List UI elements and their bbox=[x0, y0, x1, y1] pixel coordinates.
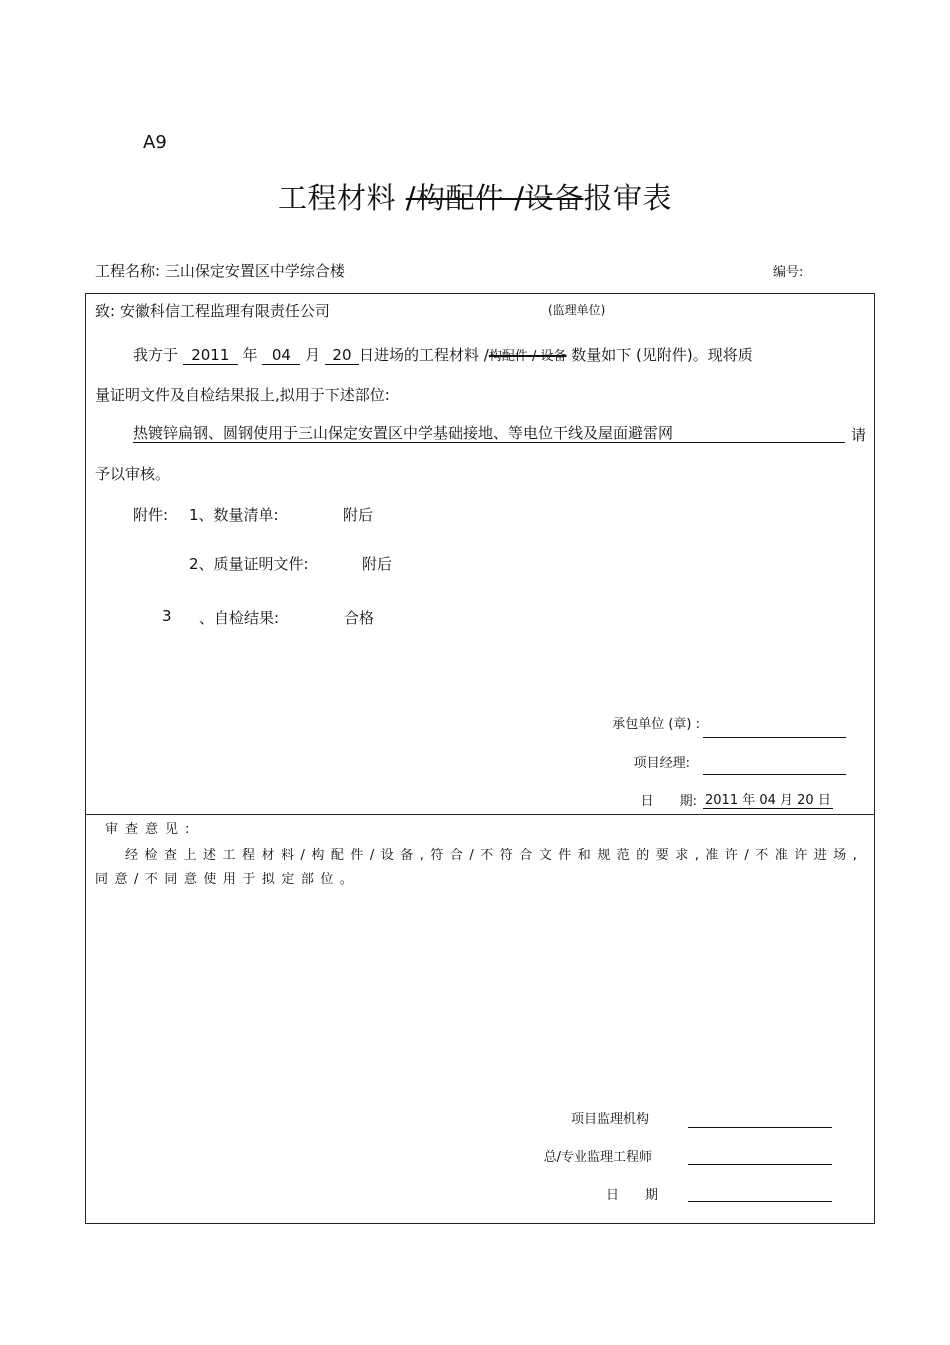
addressee-unit-note: (监理单位) bbox=[548, 303, 606, 317]
entry-sentence-line2: 量证明文件及自检结果报上,拟用于下述部位: bbox=[95, 386, 390, 404]
review-date-line[interactable] bbox=[688, 1200, 832, 1202]
entry-month: 04 bbox=[262, 347, 300, 365]
attachment-3-value: 合格 bbox=[344, 609, 375, 627]
entry-after-day: 日进场的工程材料 bbox=[358, 346, 479, 364]
review-date-label: 日 期 bbox=[605, 1188, 658, 1203]
form-code: A9 bbox=[143, 132, 167, 153]
entry-suffix: 数量如下 (见附件)。现将质 bbox=[571, 346, 753, 364]
project-label: 工程名称: bbox=[95, 262, 161, 280]
attachment-3-label: 、自检结果: bbox=[199, 609, 280, 627]
location-suffix: 请 bbox=[851, 426, 867, 444]
review-text: 经检查上述工程材料/构配件/设备,符合/不符合文件和规范的要求,准许/不准许进场,同意/不同意使用于拟定部位。 bbox=[95, 848, 864, 887]
project-name: 三山保定安置区中学综合楼 bbox=[164, 262, 345, 280]
date-label: 日 期: bbox=[640, 794, 697, 809]
review-heading: 审查意见: bbox=[105, 822, 197, 837]
entry-year-unit: 年 bbox=[242, 346, 258, 364]
manager-signature-line[interactable] bbox=[703, 773, 846, 775]
location-line2: 予以审核。 bbox=[95, 465, 171, 483]
attachment-2-value: 附后 bbox=[362, 555, 393, 573]
contractor-label: 承包单位 (章) : bbox=[612, 717, 700, 732]
entry-year: 2011 bbox=[183, 347, 238, 365]
location-text: 热镀锌扁钢、圆钢使用于三山保定安置区中学基础接地、等电位干线及屋面避雷网 bbox=[133, 425, 845, 443]
entry-sentence bbox=[133, 344, 753, 365]
manager-label: 项目经理: bbox=[633, 756, 690, 771]
title-part-materials: 工程材料 bbox=[278, 181, 406, 215]
addressee-label: 致: bbox=[95, 302, 116, 320]
entry-day: 20 bbox=[325, 347, 359, 365]
chief-engineer-signature-line[interactable] bbox=[688, 1163, 832, 1165]
attachment-2-label: 2、质量证明文件: bbox=[189, 555, 309, 573]
page-title bbox=[0, 176, 950, 217]
supervision-org-signature-line[interactable] bbox=[688, 1126, 832, 1128]
contractor-signature-line[interactable] bbox=[703, 736, 846, 738]
addressee-company: 安徽科信工程监理有限责任公司 bbox=[119, 302, 330, 320]
serial-number-label: 编号: bbox=[773, 265, 804, 280]
location-row bbox=[133, 424, 845, 443]
attachments-label: 附件: bbox=[133, 506, 169, 524]
chief-engineer-label: 总/专业监理工程师 bbox=[543, 1150, 652, 1165]
attachment-1-label: 1、数量清单: bbox=[189, 506, 279, 524]
addressee-row bbox=[95, 300, 330, 321]
entry-slash: / bbox=[483, 346, 489, 364]
attachment-1-value: 附后 bbox=[343, 506, 374, 524]
project-name-row bbox=[95, 260, 345, 281]
entry-struck: 构配件 / 设备 bbox=[488, 349, 567, 364]
supervision-org-label: 项目监理机构 bbox=[570, 1112, 649, 1127]
attachment-3-number: 3 bbox=[162, 607, 172, 625]
title-part-struck: /构配件 /设备 bbox=[405, 181, 584, 215]
date-value[interactable]: 2011 年 04 月 20 日 bbox=[705, 793, 831, 808]
entry-month-unit: 月 bbox=[305, 346, 321, 364]
entry-prefix: 我方于 bbox=[133, 346, 179, 364]
title-part-report: 报审表 bbox=[583, 181, 672, 215]
date-value-wrap bbox=[703, 789, 833, 808]
